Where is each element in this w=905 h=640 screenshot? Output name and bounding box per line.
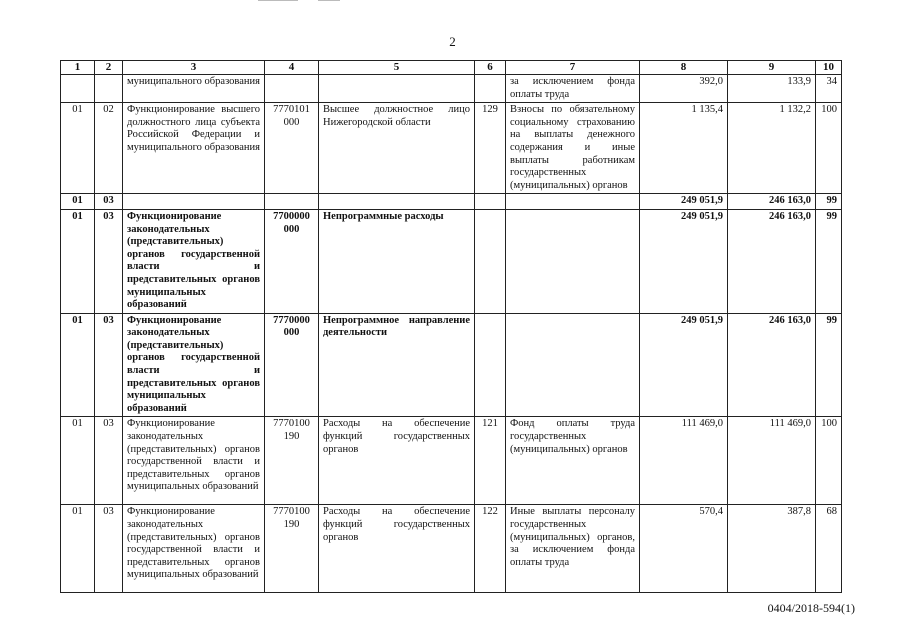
expense-type-code-cell xyxy=(475,75,506,103)
execution-percent-cell: 100 xyxy=(816,103,842,194)
section-code-cell: 01 xyxy=(61,194,95,210)
execution-percent-cell: 34 xyxy=(816,75,842,103)
planned-amount-cell: 570,4 xyxy=(640,505,728,593)
program-name-cell: Непрограммные расходы xyxy=(319,209,475,313)
table-row xyxy=(61,313,842,417)
planned-amount-cell: 249 051,9 xyxy=(640,313,728,417)
table-row xyxy=(61,209,842,313)
name-cell: Функционирование законодательных (представительных) органов государственной власти и представительных органов муниципальных образований xyxy=(123,313,265,417)
name-cell xyxy=(123,194,265,210)
program-name-cell: Высшее должностное лицо Нижегородской области xyxy=(319,103,475,194)
program-name-cell: Непрограммное направление деятельности xyxy=(319,313,475,417)
scan-artifact xyxy=(318,0,340,1)
column-header: 6 xyxy=(475,61,506,75)
section-code-cell: 01 xyxy=(61,417,95,505)
executed-amount-cell: 246 163,0 xyxy=(728,194,816,210)
program-name-cell: Расходы на обеспечение функций государственных органов xyxy=(319,417,475,505)
table-row xyxy=(61,505,842,593)
target-article-cell: 7770100 190 xyxy=(265,417,319,505)
executed-amount-cell: 1 132,2 xyxy=(728,103,816,194)
column-header: 8 xyxy=(640,61,728,75)
subsection-code-cell: 03 xyxy=(95,194,123,210)
expense-type-name-cell xyxy=(506,194,640,210)
section-code-cell: 01 xyxy=(61,209,95,313)
executed-amount-cell: 246 163,0 xyxy=(728,313,816,417)
planned-amount-cell: 111 469,0 xyxy=(640,417,728,505)
subsection-code-cell: 03 xyxy=(95,505,123,593)
table-row xyxy=(61,417,842,505)
column-header: 4 xyxy=(265,61,319,75)
execution-percent-cell: 99 xyxy=(816,313,842,417)
document-code: 0404/2018-594(1) xyxy=(767,601,855,615)
subsection-code-cell: 03 xyxy=(95,417,123,505)
section-code-cell xyxy=(61,75,95,103)
expense-type-code-cell: 122 xyxy=(475,505,506,593)
program-name-cell xyxy=(319,75,475,103)
expense-type-code-cell: 129 xyxy=(475,103,506,194)
expense-type-code-cell xyxy=(475,194,506,210)
page-number: 2 xyxy=(449,34,456,49)
target-article-cell: 7770100 190 xyxy=(265,505,319,593)
name-cell: Функционирование законодательных (представительных) органов государственной власти и представительных органов муниципальных образований xyxy=(123,209,265,313)
table-row xyxy=(61,75,842,103)
column-header: 9 xyxy=(728,61,816,75)
program-name-cell: Расходы на обеспечение функций государственных органов xyxy=(319,505,475,593)
execution-percent-cell: 99 xyxy=(816,209,842,313)
target-article-cell xyxy=(265,75,319,103)
planned-amount-cell: 392,0 xyxy=(640,75,728,103)
execution-percent-cell: 100 xyxy=(816,417,842,505)
planned-amount-cell: 1 135,4 xyxy=(640,103,728,194)
column-header: 10 xyxy=(816,61,842,75)
subsection-code-cell xyxy=(95,75,123,103)
execution-percent-cell: 99 xyxy=(816,194,842,210)
expense-type-code-cell xyxy=(475,313,506,417)
subsection-code-cell: 02 xyxy=(95,103,123,194)
program-name-cell xyxy=(319,194,475,210)
column-header: 1 xyxy=(61,61,95,75)
scan-artifact xyxy=(258,0,298,1)
executed-amount-cell: 133,9 xyxy=(728,75,816,103)
section-code-cell: 01 xyxy=(61,103,95,194)
expense-type-name-cell: Иные выплаты персоналу государственных (муниципальных) органов, за исключением фонда оплаты труда xyxy=(506,505,640,593)
name-cell: Функционирование высшего должностного лица субъекта Российской Федерации и муниципального образования xyxy=(123,103,265,194)
column-header: 2 xyxy=(95,61,123,75)
name-cell: Функционирование законодательных (представительных) органов государственной власти и представительных органов муниципальных образований xyxy=(123,505,265,593)
table-row xyxy=(61,103,842,194)
table-row xyxy=(61,194,842,210)
expense-type-name-cell: Фонд оплаты труда государственных (муниципальных) органов xyxy=(506,417,640,505)
name-cell: муниципального образования xyxy=(123,75,265,103)
expense-type-name-cell xyxy=(506,313,640,417)
name-cell: Функционирование законодательных (представительных) органов государственной власти и представительных органов муниципальных образований xyxy=(123,417,265,505)
expense-type-code-cell xyxy=(475,209,506,313)
expense-type-name-cell xyxy=(506,209,640,313)
target-article-cell: 7700000 000 xyxy=(265,209,319,313)
subsection-code-cell: 03 xyxy=(95,313,123,417)
executed-amount-cell: 111 469,0 xyxy=(728,417,816,505)
column-header: 3 xyxy=(123,61,265,75)
planned-amount-cell: 249 051,9 xyxy=(640,194,728,210)
column-header: 7 xyxy=(506,61,640,75)
table-header-row xyxy=(61,61,842,75)
executed-amount-cell: 387,8 xyxy=(728,505,816,593)
execution-percent-cell: 68 xyxy=(816,505,842,593)
expense-type-name-cell: Взносы по обязательному социальному страхованию на выплаты денежного содержания и иные выплаты работникам государственных (муниципальных) органов xyxy=(506,103,640,194)
planned-amount-cell: 249 051,9 xyxy=(640,209,728,313)
section-code-cell: 01 xyxy=(61,505,95,593)
executed-amount-cell: 246 163,0 xyxy=(728,209,816,313)
column-header: 5 xyxy=(319,61,475,75)
target-article-cell: 7770000 000 xyxy=(265,313,319,417)
target-article-cell: 7770101 000 xyxy=(265,103,319,194)
subsection-code-cell: 03 xyxy=(95,209,123,313)
expense-type-name-cell: за исключением фонда оплаты труда xyxy=(506,75,640,103)
budget-table xyxy=(60,60,842,593)
target-article-cell xyxy=(265,194,319,210)
section-code-cell: 01 xyxy=(61,313,95,417)
expense-type-code-cell: 121 xyxy=(475,417,506,505)
